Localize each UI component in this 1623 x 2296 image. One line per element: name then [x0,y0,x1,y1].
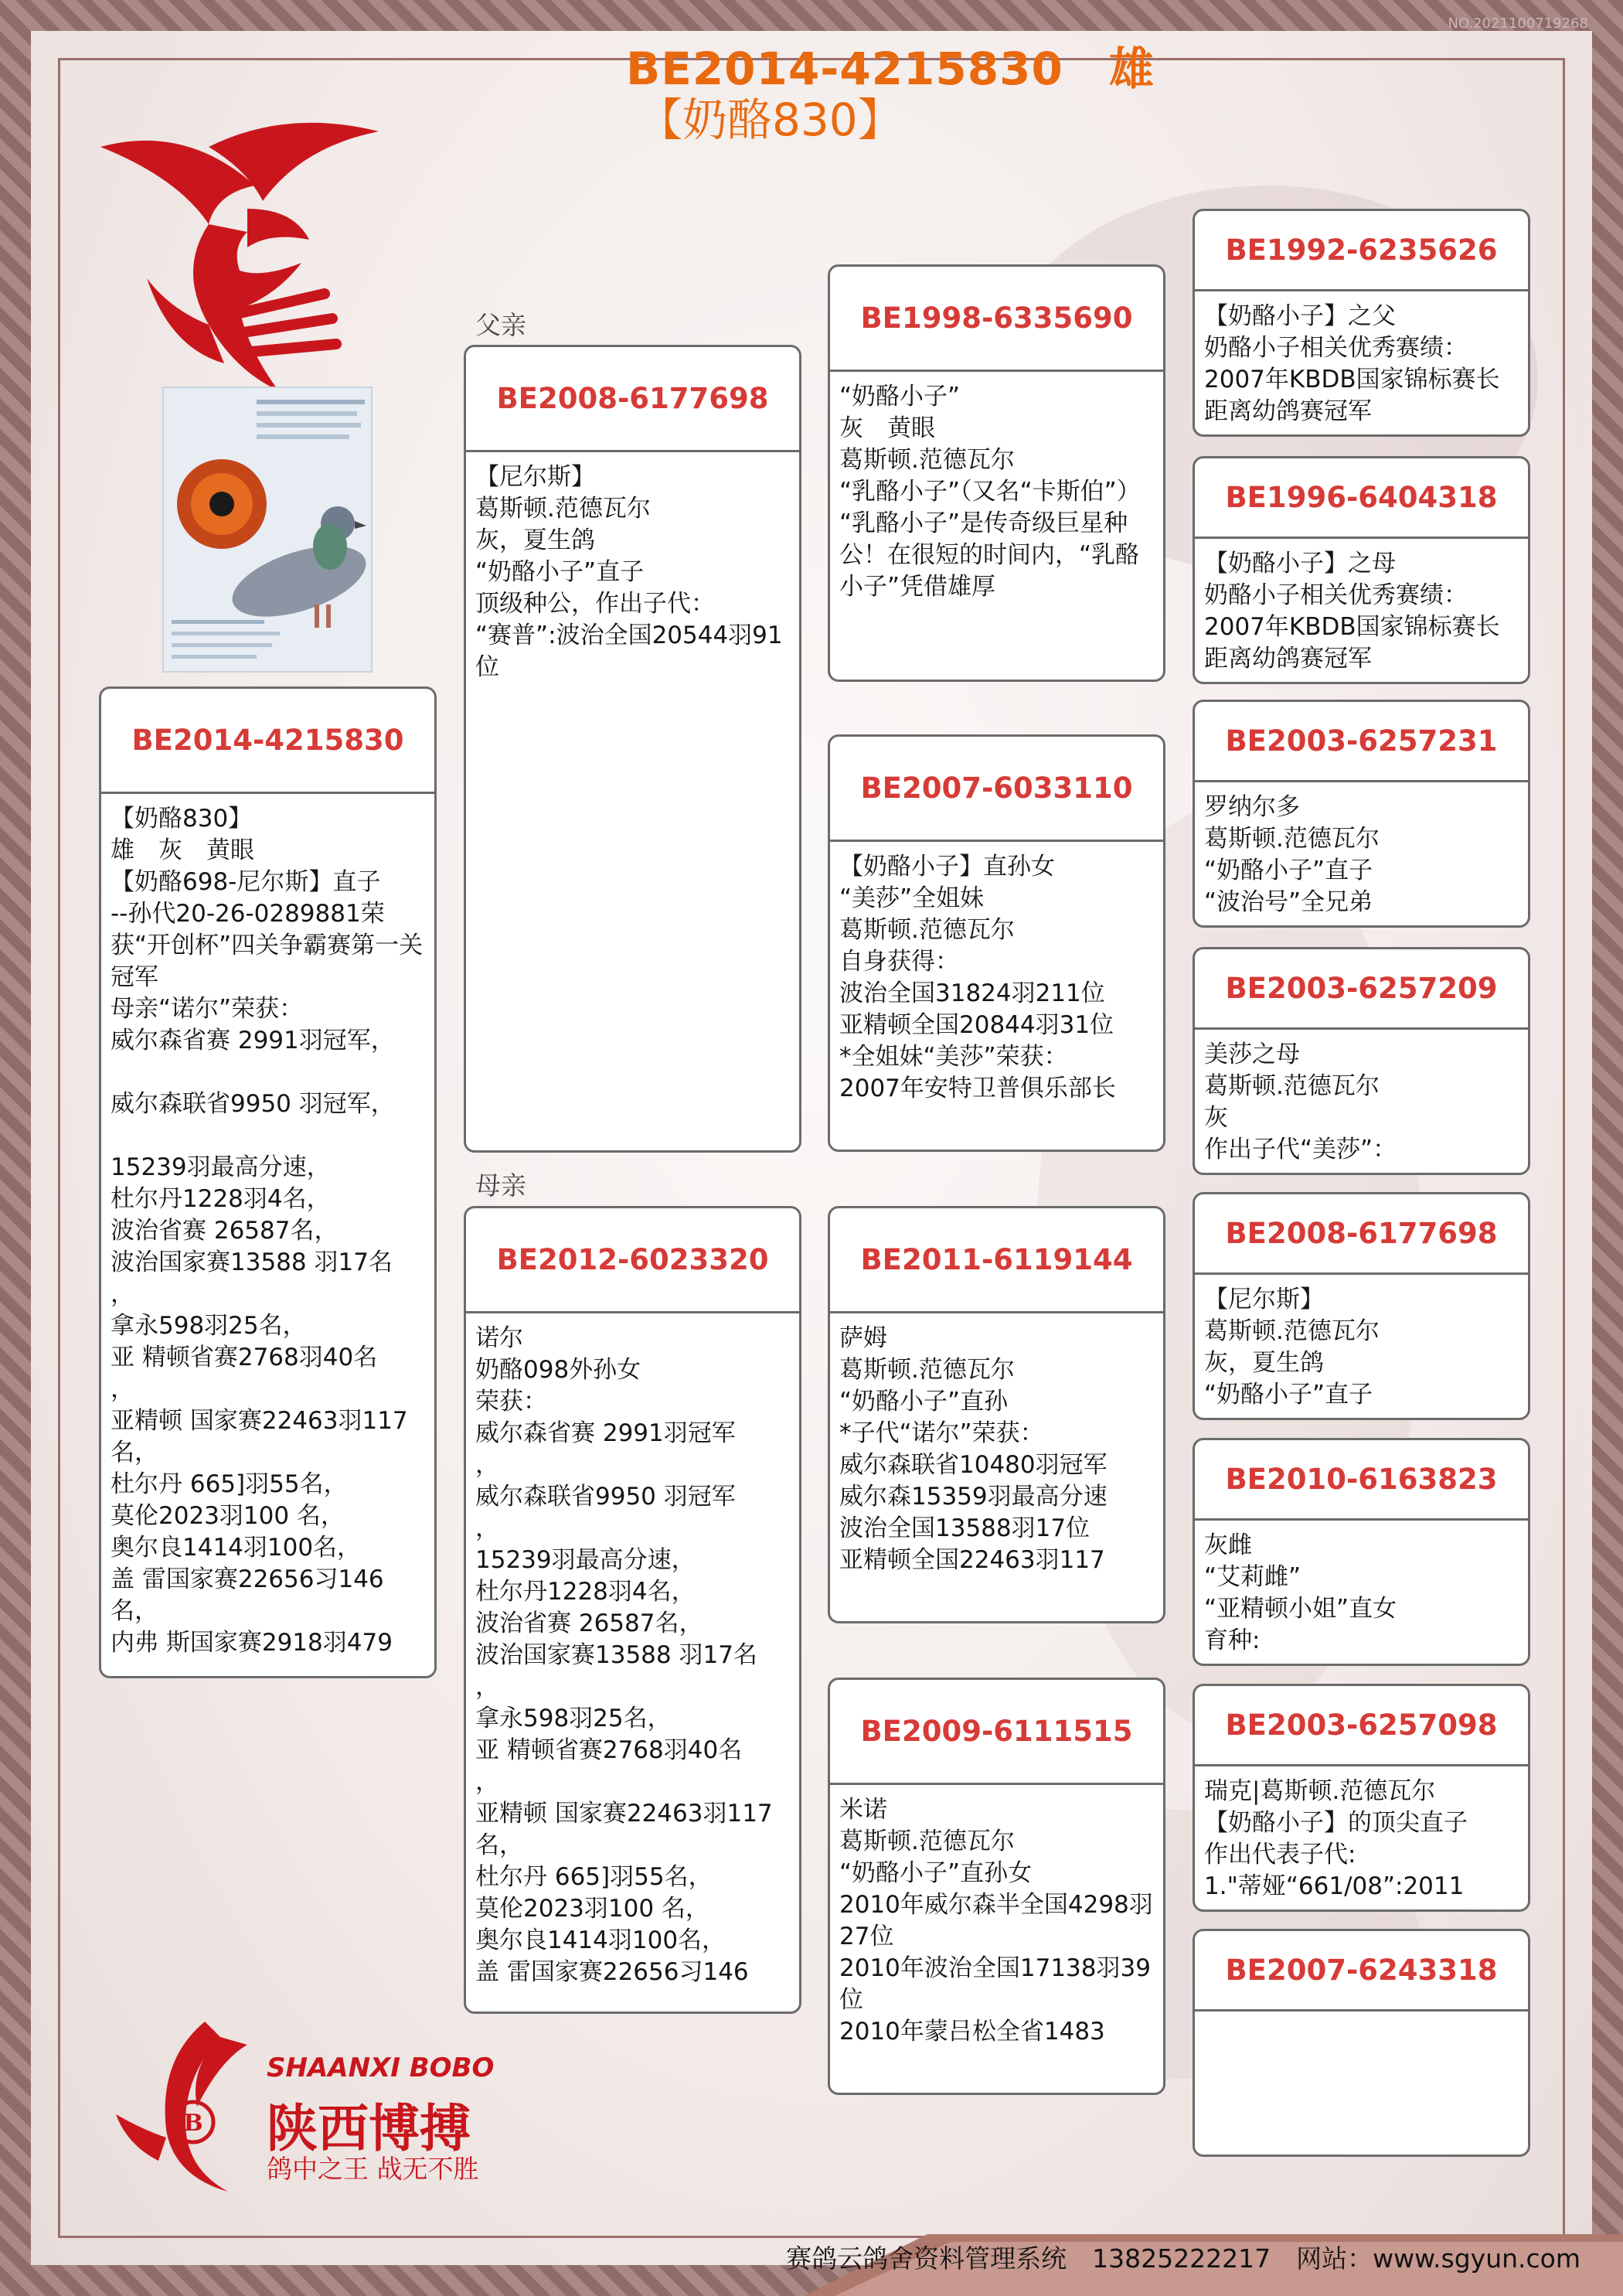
great-grandparent-details [1195,2012,1528,2021]
great-grandparent-card [1193,456,1530,684]
brand-name-en: SHAANXI BOBO [267,2052,495,2083]
mother-ring: BE2012-6023320 [466,1208,799,1313]
brand-slogan: 鸽中之王 战无不胜 [267,2154,479,2184]
title-ring-sex: BE2014-4215830 雄 [626,43,1155,95]
subject-ring: BE2014-4215830 [101,689,434,794]
brand-emblem-letter: B [183,2110,203,2137]
great-grandparent-details: 灰雌 “艾莉雌” “亚精顿小姐”直女 育种: [1204,1531,1397,1654]
brand-emblem-icon [112,2014,267,2199]
great-grandparent-ring: BE2003-6257209 [1195,949,1528,1030]
mother-details: 诺尔 奶酪098外孙女 荣获： 威尔森省赛 2991羽冠军 ， 威尔森联省9950 羽冠军 ， 15239羽最高分速， 杜尔丹1228羽4名， 波治省赛 26587名， 波治国家赛13588 羽17名 ， 拿永598羽25名， 亚 精顿省赛2768羽40名 ， 亚精顿 国家赛22463羽117名， 杜尔丹 665]羽55名， 莫伦2023羽100 名， 奥尔良1414羽100名， 盖 雷国家赛22656习146 [475,1324,773,1986]
great-grandparent-details: 美莎之母 葛斯顿.范德瓦尔 灰 作出子代“美莎”： [1204,1041,1397,1163]
paternal-grandmother-card [828,734,1165,1152]
great-grandparent-ring: BE2008-6177698 [1195,1194,1528,1275]
great-grandparent-card [1193,209,1530,437]
maternal-grandmother-card [828,1678,1165,2095]
subject-card [99,686,437,1678]
maternal-grandfather-ring: BE2011-6119144 [830,1208,1163,1313]
paternal-grandmother-ring: BE2007-6033110 [830,737,1163,842]
father-label: 父亲 [475,310,526,340]
great-grandparent-ring: BE1996-6404318 [1195,458,1528,539]
document-number: NO.2021100719268 [1448,15,1588,32]
title-name: 【奶酪830】 [638,94,903,146]
maternal-grandmother-details: 米诺 葛斯顿.范德瓦尔 “奶酪小子”直孙女 2010年威尔森半全国4298羽27位 2010年波治全国17138羽39位 2010年蒙吕松全省1483 [839,1796,1153,2046]
paternal-grandmother-details: 【奶酪小子】直孙女 “美莎”全姐妹 葛斯顿.范德瓦尔 自身获得： 波治全国31824羽211位 亚精顿全国20844羽31位 *全姐妹“美莎”荣获： 2007年安特卫普俱乐部长 [839,853,1116,1102]
maternal-grandfather-card [828,1206,1165,1623]
great-grandparent-details: 【奶酪小子】之父 奶酪小子相关优秀赛绩： 2007年KBDB国家锦标赛长距离幼鸽赛冠军 [1204,302,1500,425]
footer-text: 赛鸽云鸽舍资料管理系统 13825222217 网站：www.sgyun.com [786,2243,1580,2274]
father-details: 【尼尔斯】 葛斯顿.范德瓦尔 灰，夏生鸽 “奶酪小子”直子 顶级种公，作出子代： “赛普”:波治全国20544羽91位 [475,463,783,681]
brand-name-cn: 陕西博搏 [267,2099,471,2158]
great-grandparent-ring: BE2007-6243318 [1195,1931,1528,2012]
paternal-grandfather-ring: BE1998-6335690 [830,267,1163,372]
great-grandparent-details: 【奶酪小子】之母 奶酪小子相关优秀赛绩： 2007年KBDB国家锦标赛长距离幼鸽赛冠军 [1204,550,1500,673]
subject-details: 【奶酪830】 雄 灰 黄眼 【奶酪698-尼尔斯】直子 --孙代20-26-0289881荣获“开创杯”四关争霸赛第一关冠军 母亲“诺尔”荣获： 威尔森省赛 2991羽冠军， 威尔森联省9950 羽冠军， 15239羽最高分速， 杜尔丹1228羽4名， 波治省赛 26587名， 波治国家赛13588 羽17名 ， 拿永598羽25名， 亚 精顿省赛2768羽40名 ， 亚精顿 国家赛22463羽117名， 杜尔丹 665]羽55名， 莫伦2023羽100 名， 奥尔良1414羽100名， 盖 雷国家赛22656习146名， 内弗 斯国家赛2918羽479 [111,805,424,1657]
great-grandparent-ring: BE1992-6235626 [1195,211,1528,291]
paternal-grandfather-card [828,264,1165,682]
great-grandparent-card [1193,700,1530,928]
mother-label: 母亲 [475,1170,526,1201]
great-grandparent-card [1193,1929,1530,2157]
father-ring: BE2008-6177698 [466,347,799,452]
mother-card [464,1206,801,2014]
great-grandparent-card [1193,947,1530,1175]
great-grandparent-ring: BE2003-6257231 [1195,702,1528,782]
great-grandparent-ring: BE2003-6257098 [1195,1686,1528,1766]
great-grandparent-ring: BE2010-6163823 [1195,1440,1528,1521]
father-card [464,345,801,1153]
pigeon-photo [162,387,373,673]
maternal-grandmother-ring: BE2009-6111515 [830,1680,1163,1785]
great-grandparent-card [1193,1192,1530,1420]
great-grandparent-details: 【尼尔斯】 葛斯顿.范德瓦尔 灰，夏生鸽 “奶酪小子”直子 [1204,1286,1380,1409]
great-grandparent-card [1193,1438,1530,1666]
great-grandparent-details: 罗纳尔多 葛斯顿.范德瓦尔 “奶酪小子”直子 “波治号”全兄弟 [1204,793,1380,916]
great-grandparent-card [1193,1684,1530,1912]
great-grandparent-details: 瑞克|葛斯顿.范德瓦尔 【奶酪小子】的顶尖直子 作出代表子代: 1."蒂娅“661/08”:2011 [1204,1777,1468,1900]
paternal-grandfather-details: “奶酪小子” 灰 黄眼 葛斯顿.范德瓦尔 “乳酪小子”（又名“卡斯伯”） “乳酪小子”是传奇级巨星种公！在很短的时间内，“乳酪小子”凭借雄厚 [839,383,1141,601]
maternal-grandfather-details: 萨姆 葛斯顿.范德瓦尔 “奶酪小子”直孙 *子代“诺尔”荣获： 威尔森联省10480羽冠军 威尔森15359羽最高分速 波治全国13588羽17位 亚精顿全国22463羽117 [839,1324,1108,1574]
phoenix-logo-icon [93,116,386,394]
